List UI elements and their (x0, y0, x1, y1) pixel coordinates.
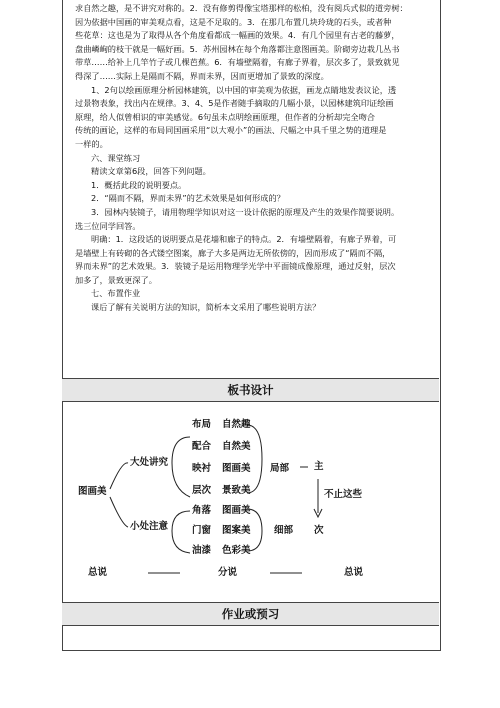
root-label: 图画美 (78, 486, 107, 497)
local-label: 局部 (270, 463, 290, 474)
text-line: 得深了……实际上是隔而不隔，界而未界，因而更增加了景致的深度。 (75, 70, 329, 81)
big-item: 层次 (192, 485, 212, 496)
small-item: 门窗 (192, 525, 212, 536)
big-item-value: 自然趣 (222, 419, 251, 430)
connector-line (110, 497, 128, 527)
big-item: 布局 (192, 419, 212, 430)
text-line: 界而未界”的艺术效果。3．装镜子是运用物理学光学中平面镜成像原理，通过反射，层次 (75, 261, 396, 272)
small-item-value: 图案美 (222, 525, 251, 536)
board-design-header: 板书设计 (62, 378, 439, 402)
summary-label: 总说 (88, 567, 108, 578)
text-line: 求自然之趣，是不讲究对称的。2．没有修剪得像宝塔那样的松柏，没有阅兵式似的道旁树： (75, 3, 408, 13)
section-heading: 七、布置作业 (91, 288, 141, 299)
text-line: 带草……给补上几竿竹子或几棵芭蕉。6．有墙壁隔着，有廊子界着，层次多了，景致就见 (75, 57, 400, 68)
text-line: 明确：1．这段话的说明要点是花墙和廊子的特点。2．有墙壁隔着，有廊子界着，可 (91, 234, 397, 245)
small-item: 角落 (192, 505, 212, 516)
right-brace (247, 425, 262, 493)
board-diagram (62, 401, 439, 601)
summary-label: 分说 (218, 567, 238, 578)
connector-line (110, 463, 128, 489)
small-item: 油漆 (192, 545, 212, 556)
text-line: 精读文章第6段，回答下列问题。 (91, 166, 211, 177)
secondary-label: 次 (314, 525, 324, 536)
left-brace (172, 511, 190, 553)
small-label: 小处注意 (130, 521, 169, 532)
main-label: 主 (314, 461, 324, 472)
text-line: 盘曲嶙峋的枝干就是一幅好画。5．苏州园林在每个角落都注意图画美。阶砌旁边栽几丛书 (75, 43, 400, 54)
detail-label: 细部 (274, 525, 294, 536)
text-line: 一样的。 (75, 138, 108, 149)
homework-header: 作业或预习 (62, 602, 439, 626)
text-line: 因为依据中国画的审美观点看，这是不足取的。3．在那几布置几块玲珑的石头，或者种 (75, 16, 392, 27)
big-item-value: 自然美 (222, 441, 251, 452)
big-item-value: 景致美 (222, 485, 251, 496)
text-line: 1．概括此段的说明要点。 (91, 179, 187, 190)
big-label: 大处讲究 (130, 457, 169, 468)
summary-label: 总说 (344, 567, 364, 578)
text-line: 过景物表象，找出内在规律。3、4、5是作者随手摘取的几幅小景，以园林建筑印证绘画 (75, 98, 394, 109)
small-item-value: 图画美 (222, 505, 251, 516)
not-only-label: 不止这些 (324, 489, 363, 500)
big-item: 配合 (192, 441, 212, 452)
text-line: 是墙壁上有砖砌的各式镂空图案，廊子大多是两边无所依傍的，因而形成了“隔而不隔， (75, 247, 391, 258)
document-page (62, 0, 441, 708)
text-line: 1、2句以绘画原理分析园林建筑，以中国的审美观为依据，画龙点睛地发表议论，透 (91, 84, 397, 95)
text-line: 选三位同学回答。 (75, 220, 141, 231)
text-line: 些花草：这也是为了取得从各个角度看都成一幅画的效果。4．有几个园里有古老的藤萝， (75, 30, 400, 41)
section-heading: 六、课堂练习 (91, 152, 141, 163)
lesson-text (75, 2, 431, 315)
text-line: 3．园林内装镜子，请用物理学知识对这一设计依据的原理及产生的效果作简要说明。 (91, 206, 400, 217)
big-item-value: 图画美 (222, 463, 251, 474)
small-item-value: 色彩美 (222, 545, 251, 556)
text-line: 2．“隔而不隔，界而未界”的艺术效果是如何形成的？ (91, 193, 285, 204)
big-item: 映衬 (192, 463, 212, 474)
text-line: 原理，给人似曾相识的审美感觉。6句虽未点明绘画原理，但作者的分析却完全吻合 (75, 111, 375, 122)
text-line: 传统的画论，这样的布局同国画采用“以大观小”的画法、尺幅之中具千里之势的道理是 (75, 125, 387, 136)
text-line: 课后了解有关说明方法的知识，简析本文采用了哪些说明方法？ (91, 302, 321, 313)
diagram-lines (62, 401, 439, 601)
left-brace (172, 437, 190, 497)
text-line: 加多了，景致更深了。 (75, 274, 157, 285)
